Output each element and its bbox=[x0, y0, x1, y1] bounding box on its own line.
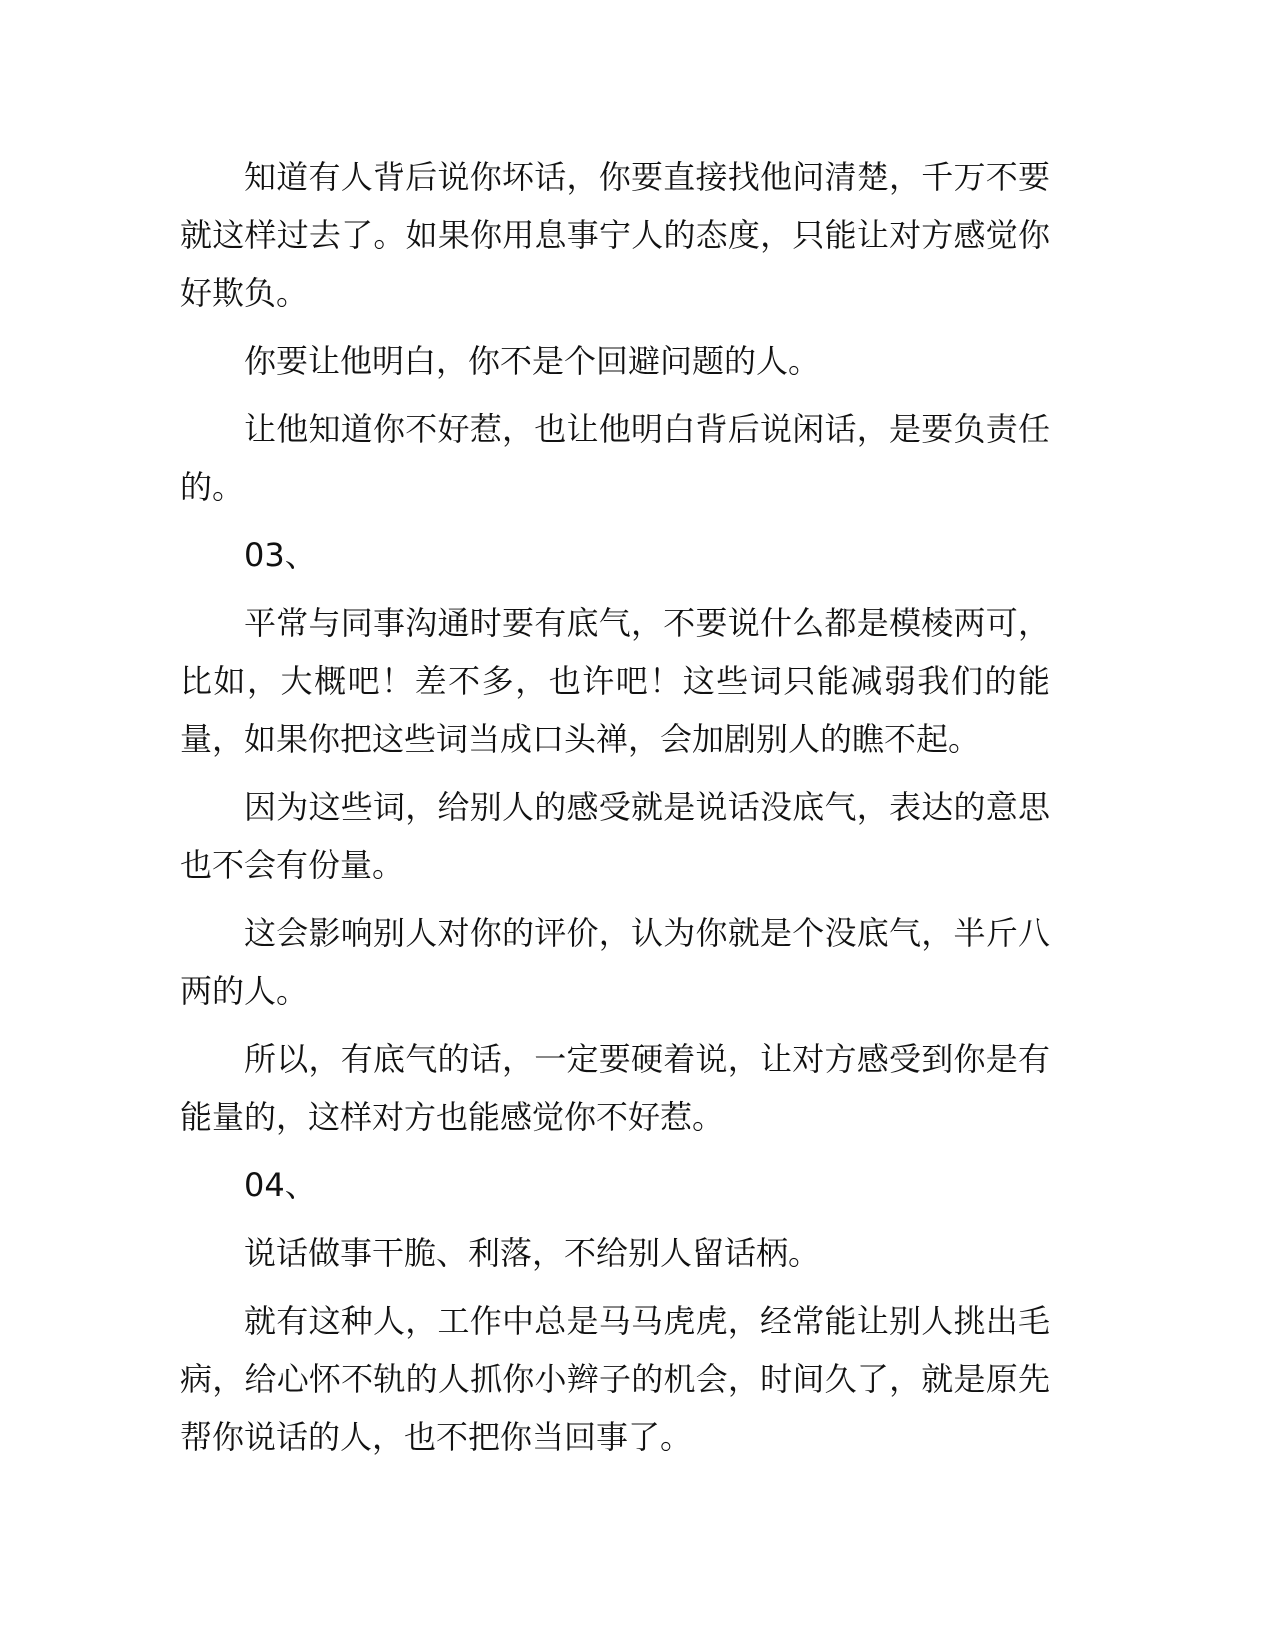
document-page bbox=[180, 148, 1050, 1476]
paragraph-not-avoid-problems: 你要让他明白，你不是个回避问题的人。 bbox=[244, 342, 821, 380]
paragraph-speak-firmly: 所以，有底气的话，一定要硬着说，让对方感受到你是有能量的，这样对方也能感觉你不好惹。 bbox=[180, 1040, 1050, 1136]
paragraph-careless-work: 就有这种人，工作中总是马马虎虎，经常能让别人挑出毛病，给心怀不轨的人抓你小辫子的机会，时间久了，就是原先帮你说话的人，也不把你当回事了。 bbox=[180, 1302, 1050, 1456]
section-heading-04: 04、 bbox=[244, 1166, 317, 1204]
paragraph-responsibility: 让他知道你不好惹，也让他明白背后说闲话，是要负责任的。 bbox=[180, 410, 1050, 506]
paragraph-act-decisively: 说话做事干脆、利落，不给别人留话柄。 bbox=[244, 1234, 821, 1272]
paragraph-confront-gossip: 知道有人背后说你坏话，你要直接找他问清楚，千万不要就这样过去了。如果你用息事宁人的态度，只能让对方感觉你好欺负。 bbox=[180, 158, 1050, 312]
paragraph-evaluation: 这会影响别人对你的评价，认为你就是个没底气，半斤八两的人。 bbox=[180, 914, 1050, 1010]
section-heading-03: 03、 bbox=[244, 536, 317, 574]
paragraph-weak-words: 因为这些词，给别人的感受就是说话没底气，表达的意思也不会有份量。 bbox=[180, 788, 1050, 884]
paragraph-speak-with-confidence: 平常与同事沟通时要有底气，不要说什么都是模棱两可，比如，大概吧！差不多，也许吧！这些词只能减弱我们的能量，如果你把这些词当成口头禅，会加剧别人的瞧不起。 bbox=[180, 604, 1050, 758]
